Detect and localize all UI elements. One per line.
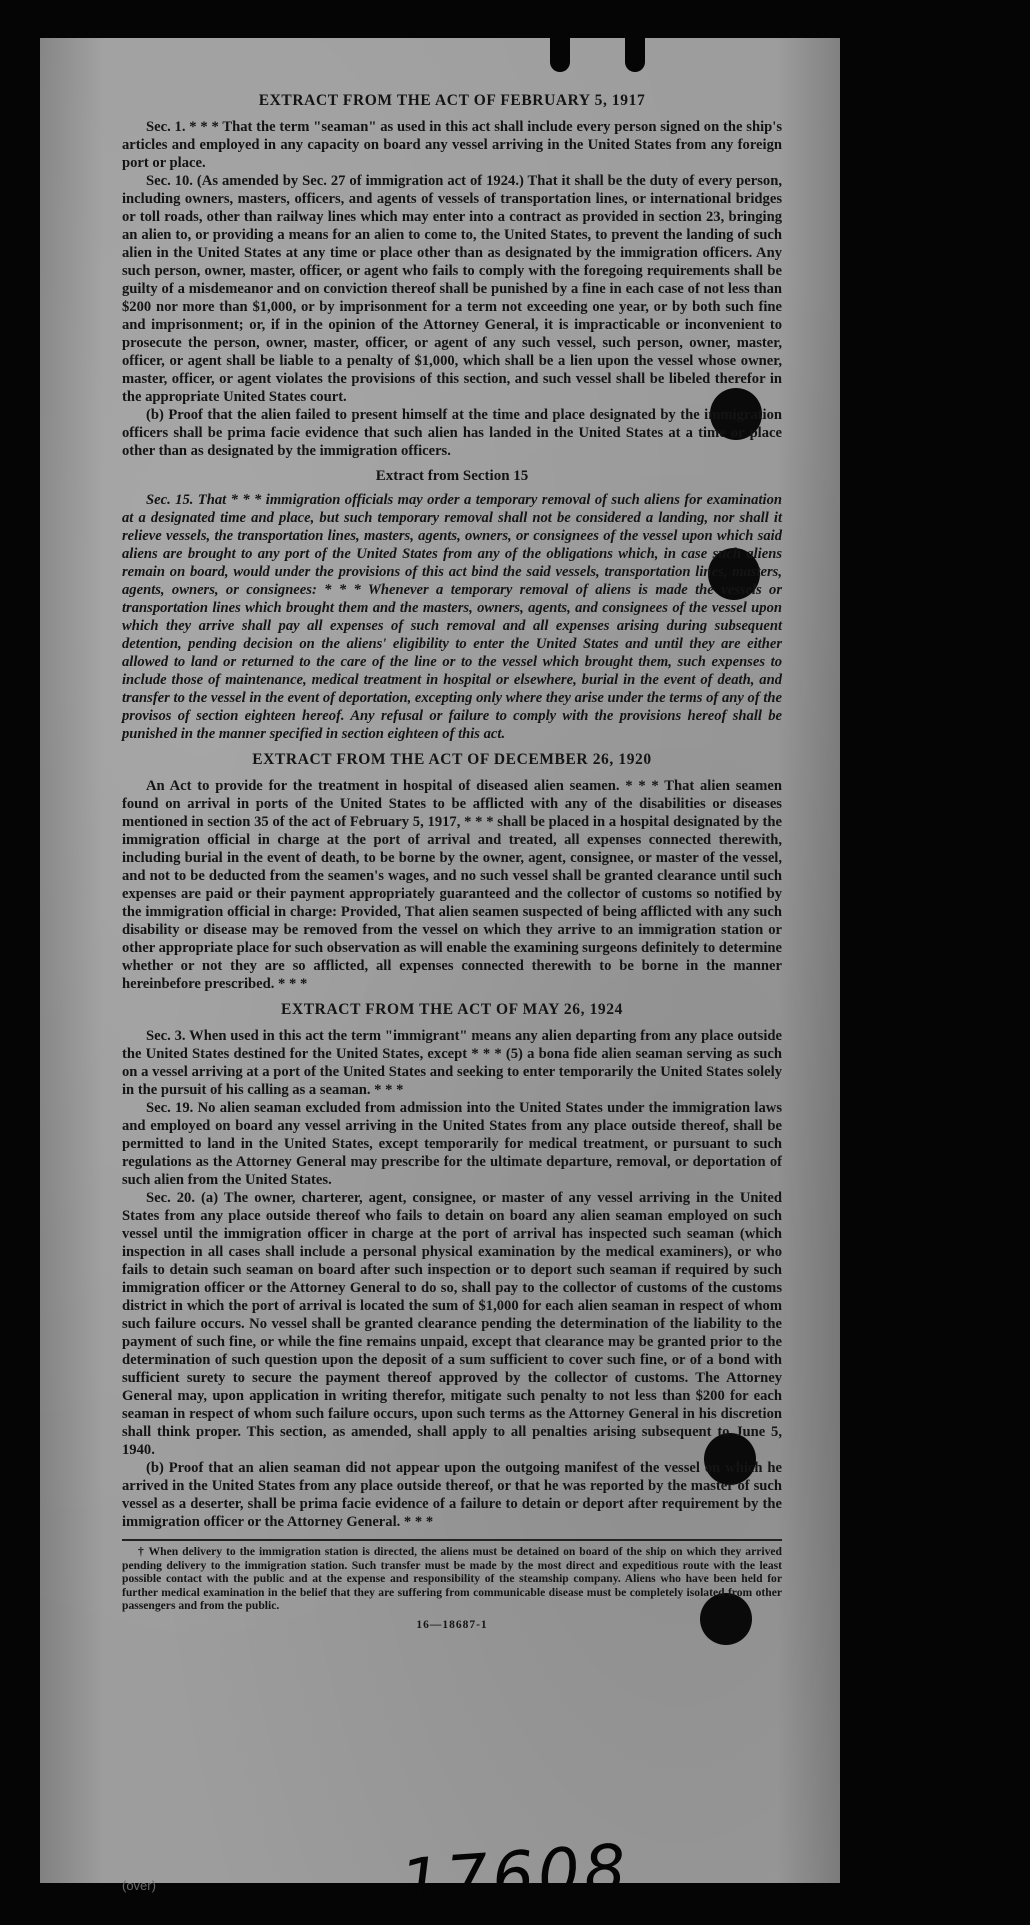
print-code: 16—18687-1 xyxy=(416,1618,488,1631)
stamp-text: (over) xyxy=(122,1878,156,1893)
paragraph: Sec. 15. That * * * immigration officials may order a temporary removal of such aliens for examination at a designated time and place, but such temporary removal shall not be considered a landing, nor shall it relieve vessels, the transportation lines, masters, agents, owners, or consignees of the vessel upon which said aliens are brought to any port of the United States from any of the obligations which, in case such aliens remain on board, would under the provisions of this act bind the said vessels, transportation lines, masters, agents, owners, or consignees: * * * Whenever a temporary removal of aliens is made the vessels or transportation lines which brought them and the masters, owners, agents, and consignees of the vessel upon which they arrive shall pay all expenses of such removal and all expenses arising during subsequent detention, pending decision on the aliens' eligibility to enter the United States and until they are either allowed to land or returned to the care of the line or to the vessel which brought them, such expenses to include those of maintenance, medical treatment in hospital or elsewhere, burial in the event of death, and transfer to the vessel in the event of deportation, excepting only where they arise under the terms of any of the provisos of section eighteen hereof. Any refusal or failure to comply with the provisions hereof shall be punished in the manner specified in section eighteen of this act. xyxy=(122,492,782,742)
section-act-1917 xyxy=(122,92,782,460)
section-act-1920 xyxy=(122,751,782,993)
document-body xyxy=(122,88,782,1631)
paragraph: Sec. 20. (a) The owner, charterer, agent, consignee, or master of any vessel arriving in the United States from any place outside thereof who fails to detain on board any alien seaman employed on such vessel until the immigration officer in charge at the port of arrival has inspected such seaman (which inspection in all cases shall include a personal physical examination by the medical examiners), or who fails to detain such seaman on board after such inspection or to deport such seaman if required by such immigration officer or the Attorney General to do so, shall pay to the collector of customs of the customs district in which the port of arrival is located the sum of $1,000 for each alien seaman in respect of whom such failure occurs. No vessel shall be granted clearance pending the determination of the liability to the payment of such fine, or while the fine remains unpaid, except that clearance may be granted prior to the determination of such question upon the deposit of a sum sufficient to cover such fine, or of a bond with sufficient surety to secure the payment thereof approved by the collector of customs. The Attorney General may, upon application in writing therefor, mitigate such penalty to not less than $200 for each seaman in respect of whom such failure occurs, upon such terms as the Attorney General in his discretion shall think proper. This section, as amended, shall apply to all penalties arising subsequent to June 5, 1940. xyxy=(122,1190,782,1458)
top-notch xyxy=(625,38,645,72)
paragraph: Sec. 1. * * * That the term "seaman" as used in this act shall include every person signed on the ship's articles and employed in any capacity on board any vessel arriving in the United States from any foreign port or place. xyxy=(122,119,782,171)
paragraph: An Act to provide for the treatment in hospital of diseased alien seamen. * * * That alien seamen found on arrival in ports of the United States to be afflicted with any of the disabilities or diseases mentioned in section 35 of the act of February 5, 1917, * * * shall be placed in a hospital designated by the immigration official in charge at the port of arrival and treated, all expenses connected therewith, including burial in the event of death, to be borne by the owner, agent, consignee, or master of the vessel, and not to be deducted from the seamen's wages, and no such vessel shall be granted clearance until such expenses are paid or their payment appropriately guaranteed and the collector of customs so notified by the immigration official in charge: Provided, That alien seamen suspected of being afflicted with any such disability or disease may be removed from the vessel on which they arrive to an immigration station or other appropriate place for such observation as will enable the examining surgeons definitely to determine whether or not they are so afflicted, all expenses connected therewith to be borne in the manner hereinbefore prescribed. * * * xyxy=(122,778,782,992)
paragraph: Sec. 19. No alien seaman excluded from admission into the United States under the immigration laws and employed on board any vessel arriving in the United States from any place outside thereof, shall be permitted to land in the United States, except temporarily for medical treatment, or pursuant to such regulations as the Attorney General may prescribe for the ultimate departure, removal, or deportation of such alien from the United States. xyxy=(122,1100,782,1188)
section-subheading: Extract from Section 15 xyxy=(375,468,529,484)
section-act-1924 xyxy=(122,1001,782,1531)
paragraph: (b) Proof that the alien failed to present himself at the time and place designated by the immigration officers shall be prima facie evidence that such alien has landed in the United States at a time or place other than as designated by the immigration officers. xyxy=(122,407,782,459)
paragraph: Sec. 10. (As amended by Sec. 27 of immigration act of 1924.) That it shall be the duty of every person, including owners, masters, officers, and agents of vessels of transportation lines, or international bridges or toll roads, other than railway lines which may enter into a contract as provided in section 23, bringing an alien to, or providing a means for an alien to come to, the United States, to prevent the landing of such alien in the United States at any time or place other than as designated by the immigration officers. Any such person, owner, master, officer, or agent who fails to comply with the foregoing requirements shall be guilty of a misdemeanor and on conviction thereof shall be punished by a fine in each case of not less than $200 nor more than $1,000, or by imprisonment for a term not exceeding one year, or by both such fine and imprisonment; or, if in the opinion of the Attorney General, it is impracticable or inconvenient to prosecute the person, owner, master, officer, or agent of any such vessel, such person, owner, master, officer, or agent shall be liable to a penalty of $1,000, which shall be a lien upon the vessel whose owner, master, officer, or agent violates the provisions of this section, and such vessel shall be libeled therefor in the appropriate United States court. xyxy=(122,173,782,405)
section-extract-15 xyxy=(122,468,782,743)
section-heading: EXTRACT FROM THE ACT OF DECEMBER 26, 1920 xyxy=(252,751,652,768)
footnote: † When delivery to the immigration station is directed, the aliens must be detained on board of the ship on which they arrived pending delivery to the immigration station. Such transfer must be made by the most direct and expeditious route with the least possible contact with the public and at the expense and responsibility of the steamship company. Aliens who have been held for further medical examination in the belief that they are suffering from communicable disease must be completely isolated from other passengers and from the public. xyxy=(122,1539,782,1613)
document-sheet xyxy=(40,38,840,1923)
handwritten-number: 17608 xyxy=(397,1829,633,1923)
section-heading: EXTRACT FROM THE ACT OF FEBRUARY 5, 1917 xyxy=(258,92,646,109)
top-notch xyxy=(550,38,570,72)
section-heading: EXTRACT FROM THE ACT OF MAY 26, 1924 xyxy=(281,1001,623,1018)
paragraph: (b) Proof that an alien seaman did not appear upon the outgoing manifest of the vessel on which he arrived in the United States from any place outside thereof, or that he was reported by the master of such vessel as a deserter, shall be prima facie evidence of a failure to detain or deport after requirement by the immigration officer or the Attorney General. * * * xyxy=(122,1460,782,1530)
paragraph: Sec. 3. When used in this act the term "immigrant" means any alien departing from any place outside the United States destined for the United States, except * * * (5) a bona fide alien seaman serving as such on a vessel arriving at a port of the United States and seeking to enter temporarily the United States solely in the pursuit of his calling as a seaman. * * * xyxy=(122,1028,782,1098)
